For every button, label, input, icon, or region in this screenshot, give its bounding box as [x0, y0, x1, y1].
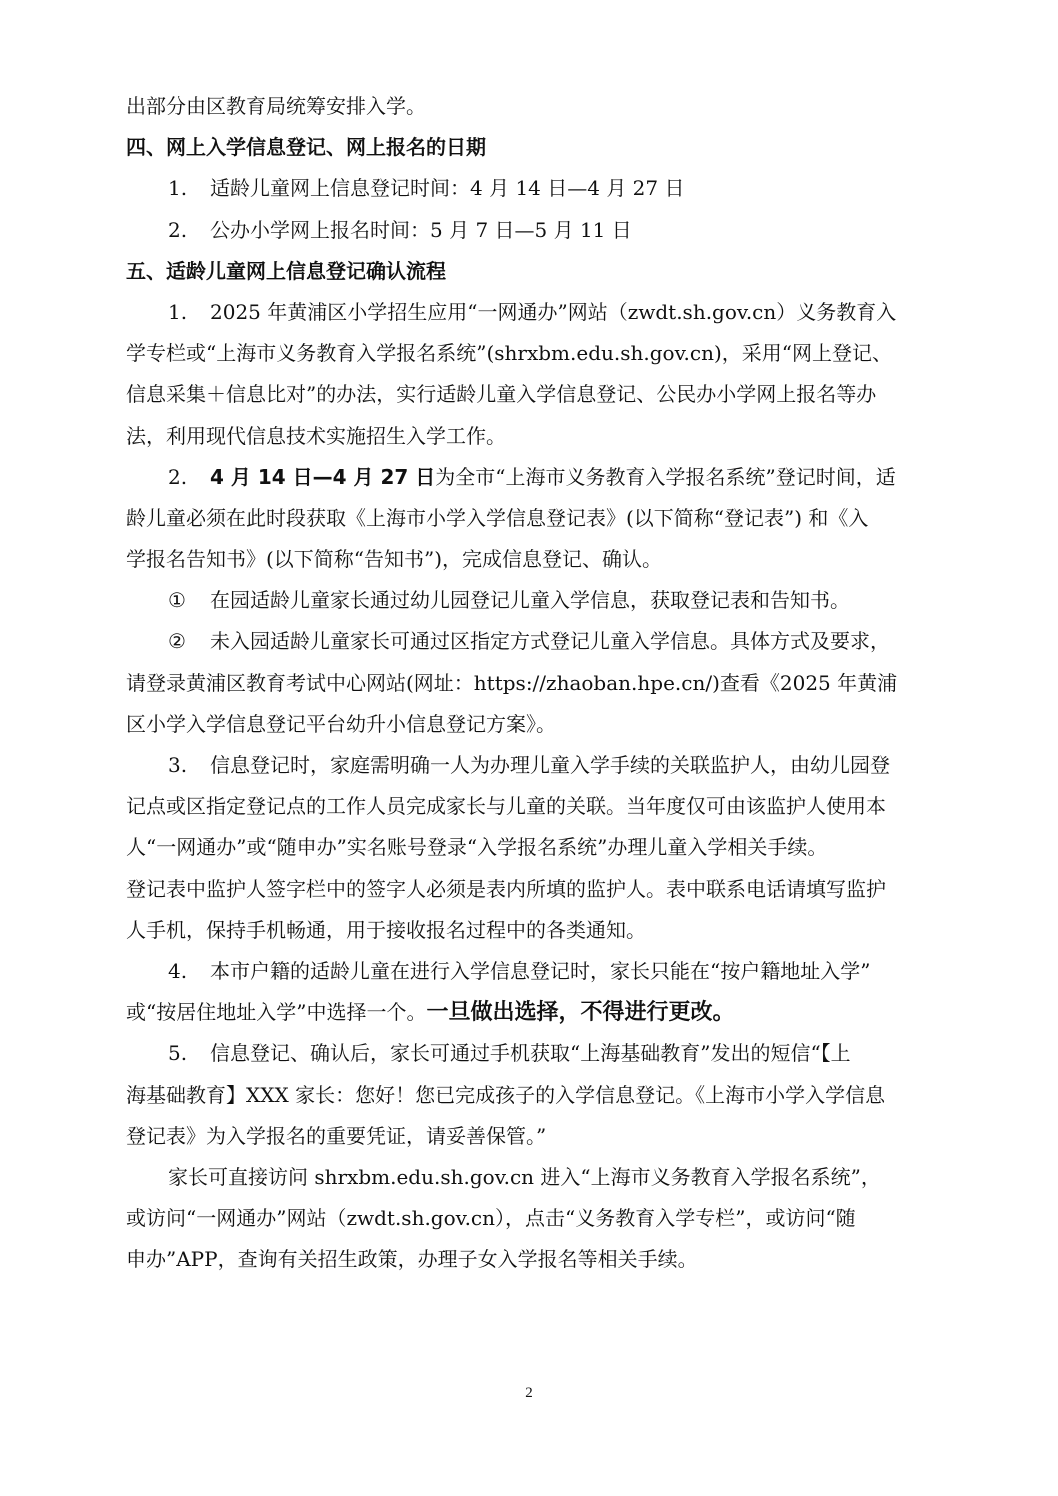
- paragraph-line: 申办”APP，查询有关招生政策，办理子女入学报名等相关手续。: [126, 1247, 698, 1272]
- list-text: 公办小学网上报名时间：5 月 7 日—5 月 11 日: [210, 217, 632, 242]
- paragraph-line: 人手机，保持手机畅通，用于接收报名过程中的各类通知。: [126, 917, 646, 942]
- paragraph-line: 或访问“一网通办”网站（zwdt.sh.gov.cn），点击“义务教育入学专栏”，或访问“随: [126, 1206, 856, 1231]
- paragraph-line: 海基础教育】XXX 家长：您好！您已完成孩子的入学信息登记。《上海市小学入学信息: [126, 1082, 886, 1107]
- section-heading-4: 四、网上入学信息登记、网上报名的日期: [126, 135, 486, 160]
- list-number: 1.: [168, 299, 188, 324]
- paragraph-line: [126, 1039, 932, 1080]
- paragraph-line: 信息采集＋信息比对”的办法，实行适龄儿童入学信息登记、公民办小学网上报名等办: [126, 382, 877, 407]
- list-number: 3.: [168, 753, 188, 777]
- paragraph-line: 记点或区指定登记点的工作人员完成家长与儿童的关联。当年度仅可由该监护人使用本: [126, 794, 886, 819]
- paragraph-line: 请登录黄浦区教育考试中心网站(网址：https://zhaoban.hpe.cn/)查看《2025 年黄浦: [126, 670, 898, 695]
- list-number: ②: [168, 629, 186, 654]
- paragraph-line: 区小学入学信息登记平台幼升小信息登记方案》。: [126, 711, 556, 736]
- list-number: ①: [168, 588, 186, 613]
- paragraph-line: [126, 463, 932, 504]
- document-page: [126, 92, 932, 1286]
- list-number: 2.: [168, 464, 188, 489]
- paragraph-line: [126, 957, 932, 998]
- list-number: 1.: [168, 176, 188, 201]
- section-heading-5: 五、适龄儿童网上信息登记确认流程: [126, 258, 446, 283]
- paragraph-line: 出部分由区教育局统筹安排入学。: [126, 94, 426, 118]
- list-number: 5.: [168, 1041, 188, 1066]
- list-number: 4.: [168, 958, 188, 983]
- paragraph-line: [126, 998, 932, 1039]
- paragraph-line: 学专栏或“上海市义务教育入学报名系统”(shrxbm.edu.sh.gov.cn)，采用“网上登记、: [126, 341, 892, 366]
- bold-dates: 4 月 14 日—4 月 27 日: [210, 464, 436, 489]
- list-text: 或“按居住地址入学”中选择一个。: [126, 1000, 427, 1025]
- paragraph-line: 登记表》为入学报名的重要凭证，请妥善保管。”: [126, 1123, 547, 1148]
- list-text: 信息登记、确认后，家长可通过手机获取“上海基础教育”发出的短信“【上: [210, 1041, 851, 1066]
- paragraph-line: 登记表中监护人签字栏中的签字人必须是表内所填的监护人。表中联系电话请填写监护: [126, 876, 886, 901]
- list-text: 信息登记时，家庭需明确一人为办理儿童入学手续的关联监护人，由幼儿园登: [210, 753, 890, 777]
- list-item: [126, 586, 932, 627]
- paragraph-line: [126, 298, 932, 339]
- list-text: 2025 年黄浦区小学招生应用“一网通办”网站（zwdt.sh.gov.cn）义务教育入: [210, 299, 897, 324]
- list-text: 未入园适龄儿童家长可通过区指定方式登记儿童入学信息。具体方式及要求，: [210, 629, 890, 654]
- list-text: 为全市“上海市义务教育入学报名系统”登记时间，适: [435, 464, 896, 489]
- list-item: [126, 627, 932, 668]
- paragraph-line: 法，利用现代信息技术实施招生入学工作。: [126, 423, 506, 448]
- list-item: [126, 216, 932, 257]
- page-number: 2: [525, 1385, 533, 1401]
- paragraph-line: 家长可直接访问 shrxbm.edu.sh.gov.cn 进入“上海市义务教育入学报名系统”，: [168, 1164, 881, 1189]
- list-text: 在园适龄儿童家长通过幼儿园登记儿童入学信息，获取登记表和告知书。: [210, 588, 850, 613]
- list-number: 2.: [168, 217, 188, 242]
- list-text: 本市户籍的适龄儿童在进行入学信息登记时，家长只能在“按户籍地址入学”: [210, 958, 871, 983]
- emphasis-text: 一旦做出选择，不得进行更改。: [426, 1000, 735, 1026]
- list-text: 适龄儿童网上信息登记时间：4 月 14 日—4 月 27 日: [210, 176, 685, 201]
- list-item: [126, 174, 932, 215]
- paragraph-line: [126, 751, 932, 792]
- paragraph-line: 龄儿童必须在此时段获取《上海市小学入学信息登记表》(以下简称“登记表”) 和《入: [126, 505, 869, 530]
- paragraph-line: 学报名告知书》(以下简称“告知书”)，完成信息登记、确认。: [126, 547, 663, 572]
- paragraph-line: 人“一网通办”或“随申办”实名账号登录“入学报名系统”办理儿童入学相关手续。: [126, 835, 828, 860]
